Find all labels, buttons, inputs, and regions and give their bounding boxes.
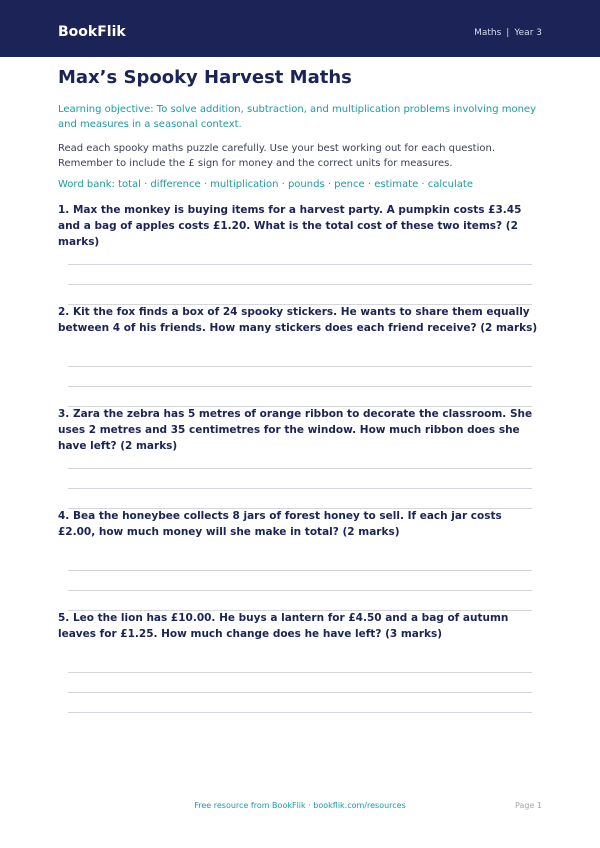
answer-line[interactable]	[68, 366, 532, 367]
page-number: Page 1	[515, 801, 542, 810]
answer-line[interactable]	[68, 672, 532, 673]
answer-line[interactable]	[68, 468, 532, 469]
answer-line[interactable]	[68, 488, 532, 489]
page-title: Max’s Spooky Harvest Maths	[58, 67, 352, 88]
word-bank: Word bank: total · difference · multiplication · pounds · pence · estimate · calculate	[58, 179, 473, 190]
year-label: Year 3	[514, 28, 542, 38]
answer-line[interactable]	[68, 692, 532, 693]
answer-line[interactable]	[68, 590, 532, 591]
question-text: 5. Leo the lion has £10.00. He buys a lantern for £4.50 and a bag of autumn leaves for £1.25. How much change does he have left? (3 marks)	[58, 612, 509, 640]
question-3	[58, 406, 542, 454]
question-text: 1. Max the monkey is buying items for a harvest party. A pumpkin costs £3.45 and a bag of apples costs £1.20. What is the total cost of these two items? (2 marks)	[58, 204, 522, 248]
answer-line[interactable]	[68, 712, 532, 713]
question-2	[58, 304, 542, 336]
question-text: 3. Zara the zebra has 5 metres of orange ribbon to decorate the classroom. She uses 2 metres and 35 centimetres for the window. How much ribbon does she have left? (2 marks)	[58, 408, 533, 452]
question-1	[58, 202, 542, 250]
answer-line[interactable]	[68, 570, 532, 571]
answer-line[interactable]	[68, 284, 532, 285]
intro-section	[58, 64, 540, 192]
question-5	[58, 610, 542, 642]
learning-objective: Learning objective: To solve addition, subtraction, and multiplication problems involving money and measures in a seasonal context.	[58, 104, 536, 130]
page-header	[0, 0, 600, 57]
question-text: 2. Kit the fox finds a box of 24 spooky stickers. He wants to share them equally between 4 of his friends. How many stickers does each friend receive? (2 marks)	[58, 306, 538, 334]
answer-line[interactable]	[68, 386, 532, 387]
brand-logo: BookFlik	[58, 24, 126, 40]
header-meta	[474, 26, 542, 40]
question-4	[58, 508, 542, 540]
question-text: 4. Bea the honeybee collects 8 jars of forest honey to sell. If each jar costs £2.00, how much money will she make in total? (2 marks)	[58, 510, 502, 538]
header-separator: |	[506, 28, 510, 38]
footer-credit: Free resource from BookFlik · bookflik.com/resources	[194, 801, 406, 810]
instructions: Read each spooky maths puzzle carefully. Use your best working out for each question. Remember to include the £ sign for money and the correct units for measures.	[58, 143, 496, 169]
answer-line[interactable]	[68, 264, 532, 265]
subject-label: Maths	[474, 28, 502, 38]
